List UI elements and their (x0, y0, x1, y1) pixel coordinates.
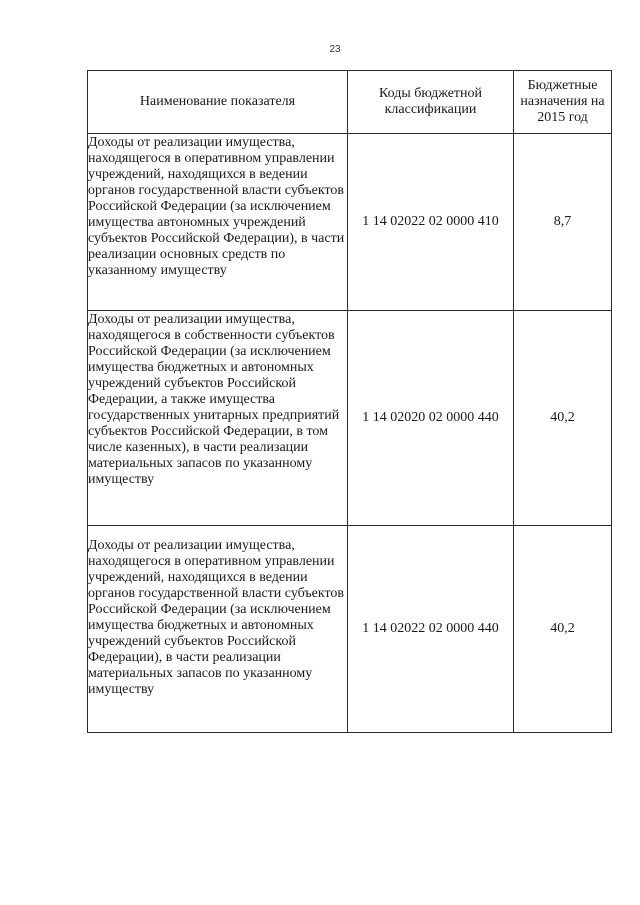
row-indicator-name (88, 311, 348, 526)
row-allocation-value: 40,2 (514, 526, 612, 733)
row-indicator-text: Доходы от реализации имущества, находящегося в собственности субъектов Российской Федерации (за исключением имущества бюджетных и автономных учреждений субъектов Российской Федерации, а также имущества государственных унитарных предприятий субъектов Российской Федерации, в том числе казенных), в части реализации материальных запасов по указанному имуществу (88, 312, 340, 487)
header-indicator-name: Наименование показателя (88, 71, 348, 134)
row-indicator-name (88, 526, 348, 733)
table-row (88, 526, 612, 733)
row-indicator-name (88, 134, 348, 311)
budget-table (87, 70, 612, 733)
table-row (88, 311, 612, 526)
header-budget-code: Коды бюджетной классификации (348, 71, 514, 134)
row-budget-code: 1 14 02022 02 0000 440 (348, 526, 514, 733)
row-indicator-text: Доходы от реализации имущества, находящегося в оперативном управлении учреждений, находящихся в ведении органов государственной власти субъектов Российской Федерации (за исключением имущества автономных учреждений субъектов Российской Федерации), в части реализации основных средств по указанному имуществу (88, 135, 345, 278)
row-allocation-value: 40,2 (514, 311, 612, 526)
row-allocation-value: 8,7 (514, 134, 612, 311)
table-header-row (88, 71, 612, 134)
row-budget-code: 1 14 02020 02 0000 440 (348, 311, 514, 526)
row-budget-code: 1 14 02022 02 0000 410 (348, 134, 514, 311)
table-row (88, 134, 612, 311)
header-budget-allocation: Бюджетные назначения на 2015 год (514, 71, 612, 134)
page-number: 23 (329, 44, 341, 55)
row-indicator-text: Доходы от реализации имущества, находящегося в оперативном управлении учреждений, находящихся в ведении органов государственной власти субъектов Российской Федерации (за исключением имущества бюджетных и автономных учреждений субъектов Российской Федерации), в части реализации материальных запасов по указанному имуществу (88, 538, 345, 697)
